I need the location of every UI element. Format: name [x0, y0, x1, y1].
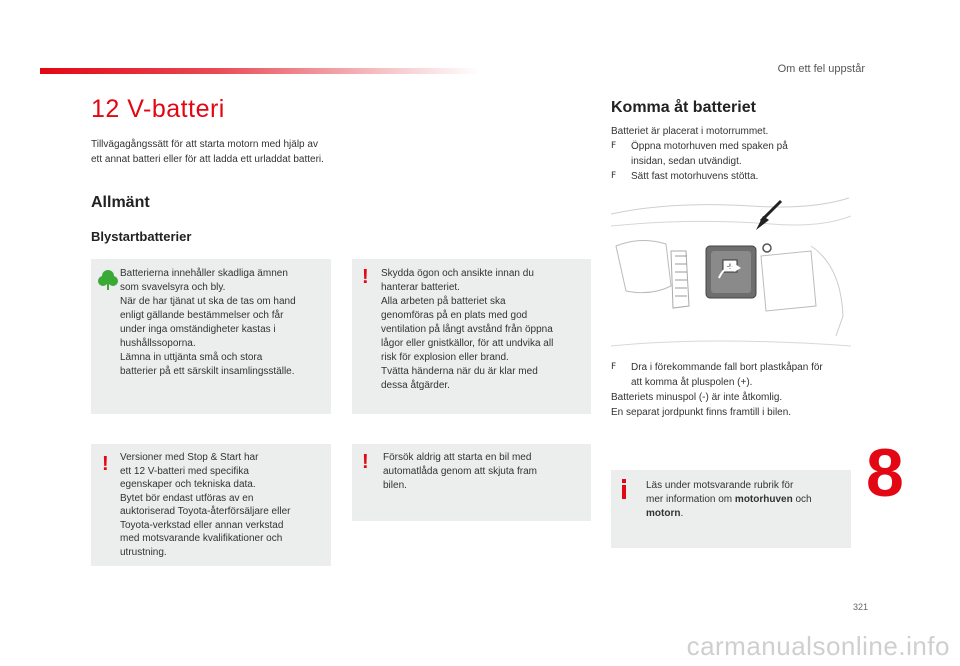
bullet-icon: F — [611, 362, 617, 372]
step-hood-stay: F Sätt fast motorhuvens stötta. — [611, 171, 759, 182]
environment-tree-icon — [97, 269, 119, 291]
hood-reference: motorhuven — [734, 494, 793, 505]
page-title: 12 V-batteri — [91, 95, 225, 123]
step-open-hood: F Öppna motorhuven med spaken på insidan, sedan utvändigt. — [611, 141, 788, 167]
bullet-icon: F — [611, 171, 617, 181]
info-note-text: Läs under motsvarande rubrik för mer information om motorhuven och motorn. — [646, 480, 812, 519]
warning-icon: ! — [362, 266, 369, 288]
plus-terminal-steps — [611, 360, 856, 420]
chapter-number: 8 — [866, 435, 904, 511]
battery-engine-illustration — [611, 196, 851, 356]
bullet-icon: F — [611, 141, 617, 151]
warning-icon: ! — [362, 451, 369, 473]
access-battery-heading: Komma åt batteriet — [611, 99, 756, 116]
ground-point-text: En separat jordpunkt finns framtill i bilen. — [611, 407, 792, 418]
intro-text: Tillvägagångssätt för att starta motorn med hjälp av ett annat batteri eller för att ladda ett urladdat batteri. — [91, 139, 324, 165]
watermark: carmanualsonline.info — [686, 631, 950, 661]
warning-icon: ! — [102, 453, 109, 475]
environment-note-box — [91, 259, 331, 414]
step-remove-cover: F Dra i förekommande fall bort plastkåpan för att komma åt pluspolen (+). — [611, 362, 823, 388]
section-title: Om ett fel uppstår — [777, 63, 865, 75]
info-icon — [620, 479, 628, 499]
protection-warning-text: Skydda ögon och ansikte innan du hanterar batteriet. Alla arbeten på batteriet ska genomföras på en plats med god ventilation på långt avstånd från öppna lågor eller gnistkällor, för att undvika all risk för explosion eller brand. Tvätta händerna när du är klar med dessa åtgärder. — [381, 268, 554, 391]
protection-warning-box — [352, 259, 591, 414]
svg-text:+: + — [726, 261, 734, 273]
engine-reference: motorn — [646, 508, 681, 519]
info-note-box — [611, 470, 851, 548]
lead-battery-heading: Blystartbatterier — [91, 229, 192, 244]
push-start-warning-box — [352, 444, 591, 521]
page-number: 321 — [852, 602, 868, 612]
environment-note-text: Batterierna innehåller skadliga ämnen som svavelsyra och bly. När de har tjänat ut ska de tas om hand enligt gällande bestämmelser och får under inga omständigheter kastas i hushållssoporna. Lämna in uttjänta små och stora batterier på ett särskilt insamlingsställe. — [120, 268, 296, 377]
minus-pole-text: Batteriets minuspol (-) är inte åtkomlig. — [611, 392, 783, 403]
location-text: Batteriet är placerat i motorrummet. — [611, 126, 769, 137]
general-heading: Allmänt — [91, 194, 150, 211]
access-steps — [611, 124, 851, 184]
header-accent-bar — [40, 68, 480, 74]
stop-start-warning-text: Versioner med Stop & Start har ett 12 V-batteri med specifika egenskaper och tekniska data. Bytet bör endast utföras av en auktoriserad Toyota-återförsäljare eller Toyota-verkstad eller annan verkstad med motsvarande kvalifikationer och utrustning. — [120, 452, 291, 558]
stop-start-warning-box — [91, 444, 331, 566]
push-start-warning-text: Försök aldrig att starta en bil med automatlåda genom att skjuta fram bilen. — [383, 452, 537, 491]
